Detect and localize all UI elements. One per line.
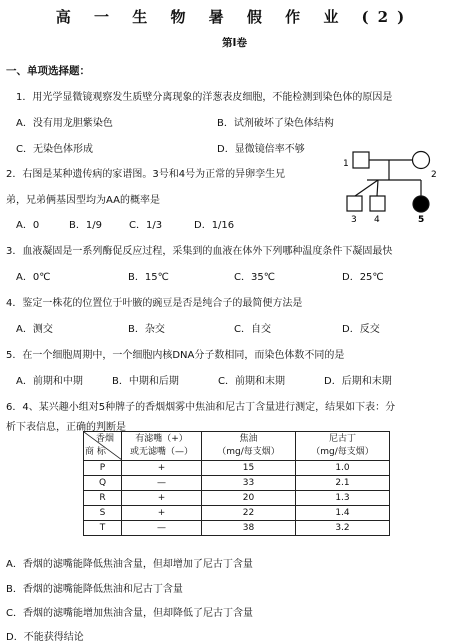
option-b: B．中期和后期 [112, 376, 179, 387]
nicotine-header [296, 432, 390, 461]
table-row [84, 506, 390, 521]
pedigree-female-2 [413, 152, 430, 169]
corner-top-label: 香烟 [96, 434, 115, 444]
option-a: A．前期和中期 [16, 376, 83, 387]
option-c: C．无染色体形成 [16, 144, 93, 155]
question-2-stem-1: 2．右图是某种遗传病的家谱图。3号和4号为正常的异卵孪生兄 [6, 169, 286, 180]
option-d: D．反交 [342, 324, 380, 335]
nicotine-cell: 1.3 [296, 491, 390, 506]
question-3-stem: 3．血液凝固是一系列酶促反应过程，采集到的血液在体外下列哪种温度条件下凝固最快 [6, 246, 393, 257]
nicotine-cell: 1.0 [296, 461, 390, 476]
pedigree-label-4: 4 [374, 215, 380, 225]
filter-cell: — [122, 476, 202, 491]
pedigree-affected-female-5 [413, 196, 429, 212]
option-b: B．杂交 [128, 324, 165, 335]
table-row [84, 491, 390, 506]
brand-cell: Q [84, 476, 122, 491]
option-d: D．25℃ [342, 272, 384, 283]
option-d: D．后期和末期 [324, 376, 392, 387]
page-title: 高 一 生 物 暑 假 作 业 (2) [55, 8, 414, 26]
option-d: D．显微镜倍率不够 [217, 144, 305, 155]
tar-header-line-2: （mg/每支烟） [217, 447, 280, 457]
option-c: C．1/3 [129, 220, 163, 231]
tar-header [202, 432, 296, 461]
pedigree-label-2: 2 [431, 170, 437, 180]
section-heading: 一、单项选择题： [6, 65, 90, 77]
option-a: A．没有用龙胆紫染色 [16, 118, 113, 129]
question-6-option-a: A．香烟的滤嘴能降低焦油含量，但却增加了尼古丁含量 [6, 559, 253, 570]
option-a: A．0℃ [16, 272, 51, 283]
table-row [84, 476, 390, 491]
question-6-stem-1: 6．4、某兴趣小组对5种牌子的香烟烟雾中焦油和尼古丁含量进行测定，结果如下表：分 [6, 402, 396, 413]
question-6-option-c: C．香烟的滤嘴能增加焦油含量，但却降低了尼古丁含量 [6, 608, 253, 619]
brand-cell: P [84, 461, 122, 476]
table-row [84, 461, 390, 476]
nicotine-cell: 2.1 [296, 476, 390, 491]
nicotine-cell: 3.2 [296, 521, 390, 536]
filter-header-line-1: 有滤嘴（+） [135, 434, 188, 444]
option-d: D．1/16 [194, 220, 235, 231]
brand-cell: R [84, 491, 122, 506]
tar-cell: 15 [202, 461, 296, 476]
filter-cell: — [122, 521, 202, 536]
nicotine-cell: 1.4 [296, 506, 390, 521]
option-c: C．35℃ [234, 272, 275, 283]
question-6-stem-2: 析下表信息，正确的判断是 [6, 422, 126, 433]
nicotine-header-line-2: （mg/每支烟） [311, 447, 374, 457]
option-c: C．自交 [234, 324, 271, 335]
question-4-stem: 4．鉴定一株花的位置位于叶腋的豌豆是否是纯合子的最简便方法是 [6, 298, 303, 309]
table-row [84, 521, 390, 536]
pedigree-label-5: 5 [418, 215, 425, 225]
question-6-option-b: B．香烟的滤嘴能降低焦油和尼古丁含量 [6, 584, 183, 595]
filter-header-line-2: 或无滤嘴（—） [129, 447, 193, 457]
filter-cell: + [122, 461, 202, 476]
pedigree-label-1: 1 [343, 159, 349, 169]
pedigree-male-3 [347, 196, 362, 211]
brand-cell: T [84, 521, 122, 536]
tar-cell: 38 [202, 521, 296, 536]
tar-cell: 22 [202, 506, 296, 521]
option-b: B．试剂破坏了染色体结构 [217, 118, 334, 129]
pedigree-label-3: 3 [351, 215, 357, 225]
table-corner-header [84, 432, 122, 461]
question-6-option-d: D．不能获得结论 [6, 632, 84, 643]
pedigree-male-4 [370, 196, 385, 211]
table-header-row [84, 432, 390, 461]
tar-cell: 33 [202, 476, 296, 491]
brand-cell: S [84, 506, 122, 521]
pedigree-diagram [337, 146, 447, 226]
nicotine-header-line-1: 尼古丁 [328, 434, 356, 444]
option-a: A．测交 [16, 324, 53, 335]
option-a: A．0 [16, 220, 40, 231]
question-5-stem: 5．在一个细胞周期中，一个细胞内核DNA分子数相同，而染色体数不同的是 [6, 350, 345, 361]
filter-cell: + [122, 491, 202, 506]
option-b: B．1/9 [69, 220, 102, 231]
option-b: B．15℃ [128, 272, 169, 283]
option-c: C．前期和末期 [218, 376, 285, 387]
filter-header [122, 432, 202, 461]
corner-bottom-label: 商 标 [85, 447, 106, 457]
tar-header-line-1: 焦油 [239, 434, 258, 444]
tar-cell: 20 [202, 491, 296, 506]
pedigree-male-1 [353, 152, 369, 168]
paper-subtitle: 第Ⅰ卷 [222, 37, 247, 49]
question-2-stem-2: 弟，兄弟俩基因型均为AA的概率是 [6, 195, 160, 206]
cigarette-data-table [83, 431, 390, 536]
filter-cell: + [122, 506, 202, 521]
question-1-stem: 1．用光学显微镜观察发生质壁分离现象的洋葱表皮细胞，不能检测到染色体的原因是 [16, 92, 393, 103]
